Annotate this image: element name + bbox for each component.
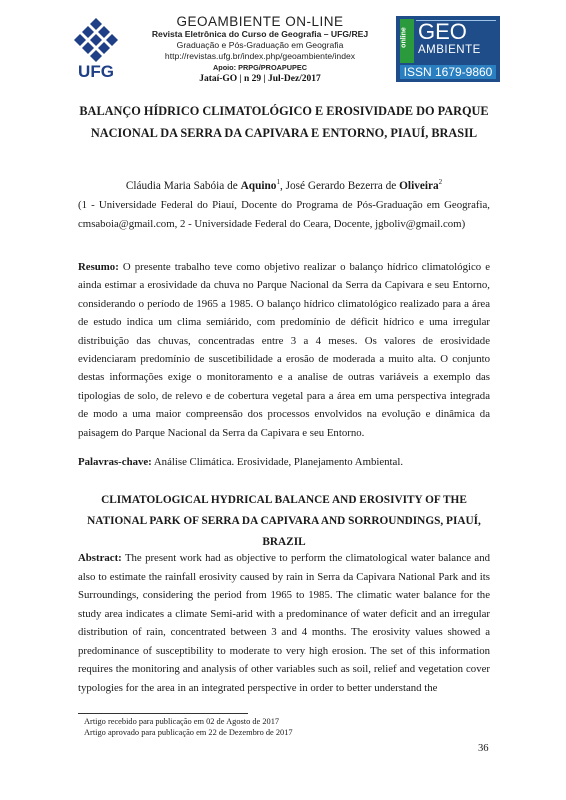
author-2-ref: 2 bbox=[438, 178, 443, 186]
author-1-ref: 1 bbox=[276, 178, 280, 186]
geoambiente-logo bbox=[396, 16, 500, 82]
journal-url[interactable]: http://revistas.ufg.br/index.php/geoambiente/index bbox=[164, 51, 356, 61]
resumo-text: O presente trabalho teve como objetivo realizar o balanço hídrico climatológico e ainda estimar a erosividade da chuva no Parque Nacional da Serra da Capivara e seu Entorno, considerando o período de 1965 a 1985. O balanço hídrico climatológico realizado para a área de estudo indica um clima semiárido, com predomínio de déficit hídrico e uma irregular distribuição das chuvas, concentradas entre 3 a 4 meses. Os valores de erosividade evidenciaram predomínio de suscetibilidade a erosão de moderada a muito alta. O conjunto destas informações exige o monitoramento e a analise de outras variáveis a exemplo das tipologias de solo, de relevo e de cobertura vegetal para a área em uma perspectiva integrada de modo a uma maior compreensão dos processos envolvidos na evolução e dinâmica da paisagem do Parque Nacional da Serra da Capivara e seu Entorno. bbox=[78, 261, 490, 439]
journal-issue: Jataí-GO | n 29 | Jul-Dez/2017 bbox=[199, 74, 321, 84]
keywords-text: Análise Climática. Erosividade, Planejamento Ambiental. bbox=[153, 456, 404, 468]
author-separator: , bbox=[279, 179, 286, 192]
article-title-pt: BALANÇO HÍDRICO CLIMATOLÓGICO E EROSIVIDADE DO PARQUE NACIONAL DA SERRA DA CAPIVARA E ENTORNO, PIAUÍ, BRASIL bbox=[79, 104, 489, 140]
keywords-label: Palavras-chave: bbox=[78, 456, 152, 468]
ufg-logo-text: UFG bbox=[78, 62, 114, 81]
journal-title: GEOAMBIENTE ON-LINE bbox=[176, 14, 344, 29]
geoambiente-ambiente-text: AMBIENTE bbox=[418, 44, 481, 56]
journal-header bbox=[128, 14, 392, 85]
footnotes bbox=[84, 716, 293, 738]
ufg-logo bbox=[68, 16, 124, 80]
affiliations: (1 - Universidade Federal do Piauí, Docente do Programa de Pós-Graduação em Geografia, cmsaboia@gmail.com, 2 - Universidade Federal do Ceara, Docente, jgboliv@gmail.com) bbox=[78, 199, 490, 230]
geoambiente-issn: ISSN 1679-9860 bbox=[400, 65, 496, 79]
footnote-divider bbox=[78, 713, 248, 714]
journal-subtitle: Revista Eletrônica do Curso de Geografia – UFG/REJ bbox=[151, 29, 369, 39]
abstract-label: Abstract: bbox=[78, 552, 122, 564]
author-1-given: Cláudia Maria Sabóia de bbox=[125, 179, 241, 192]
geoambiente-geo-text: GEO bbox=[418, 19, 467, 44]
article-title-en: CLIMATOLOGICAL HYDRICAL BALANCE AND EROSIVITY OF THE NATIONAL PARK OF SERRA DA CAPIVARA AND SORROUNDINGS, PIAUÍ, BRAZIL bbox=[87, 494, 481, 548]
geoambiente-online-text: online bbox=[400, 27, 408, 48]
journal-program: Graduação e Pós-Graduação em Geografia bbox=[176, 40, 344, 50]
authors-line bbox=[78, 175, 490, 194]
author-2-given: José Gerardo Bezerra de bbox=[285, 179, 400, 192]
resumo-label: Resumo: bbox=[78, 261, 119, 273]
footnote-received: Artigo recebido para publicação em 02 de Agosto de 2017 bbox=[84, 717, 280, 726]
author-1-surname: Aquino bbox=[240, 179, 277, 192]
footnote-approved: Artigo aprovado para publicação em 22 de Dezembro de 2017 bbox=[84, 728, 293, 737]
abstract-text: The present work had as objective to perform the climatological water balance and also to estimate the rainfall erosivity caused by rain in Serra da Capivara National Park and its Surroundings, considering the period from 1965 to 1985. The climatic water balance for the study area indicates a climate Semi-arid with a predominance of water deficit and an irregular distribution of rain, concentrated between 3 and 4 months. The erosivity values showed a predominance of susceptibility to moderate to very high erosion. The set of this information requires the monitoring and analysis of other variables such as soil, relief and vegetation cover typologies for the area in an integrated perspective in order to better understand the bbox=[78, 552, 490, 694]
journal-support: Apoio: PRPG/PROAPUPEC bbox=[212, 63, 308, 72]
keywords-line bbox=[78, 453, 490, 471]
resumo-paragraph bbox=[78, 258, 490, 442]
page-number: 36 bbox=[478, 743, 489, 754]
abstract-paragraph bbox=[78, 549, 490, 697]
author-2-surname: Oliveira bbox=[399, 179, 439, 192]
